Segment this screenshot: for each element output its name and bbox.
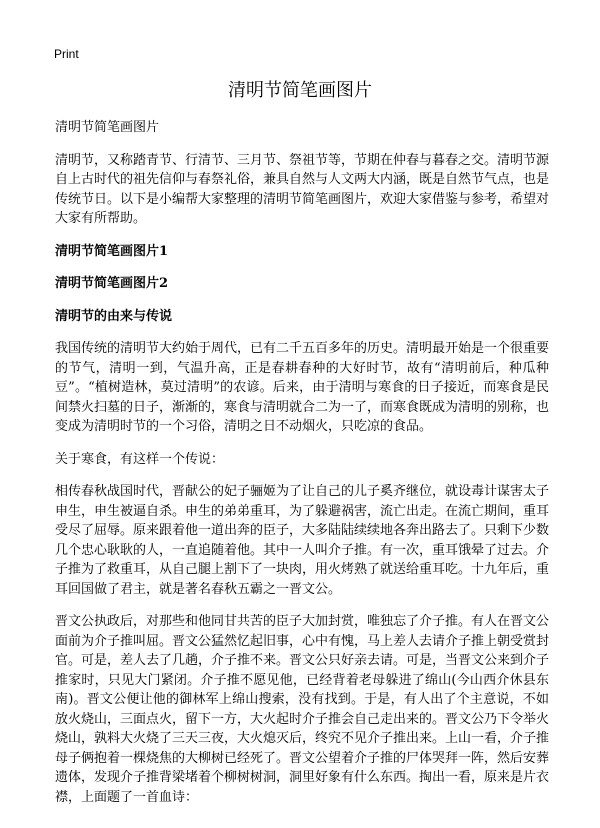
section-heading-3: 清明节的由来与传说	[55, 308, 173, 324]
section-heading-2: 清明节简笔画图片2	[55, 276, 169, 291]
print-link[interactable]: Print	[54, 47, 79, 61]
subtitle: 清明节简笔画图片	[55, 120, 160, 135]
body-paragraph-1: 我国传统的清明节大约始于周代，已有二千五百多年的历史。清明最开始是一个很重要的节气，清明一到，气温升高，正是春耕春种的大好时节，故有“清明前后，种瓜种豆”。“植树造林，莫过清明”的农谚。后来，由于清明与寒食的日子接近，而寒食是民间禁火扫墓的日子，渐渐的，寒食与清明就合二为一了，而寒食既成为清明的别称，也变成为清明时节的一个习俗，清明之日不动烟火，只吃凉的食品。	[55, 341, 550, 434]
intro-paragraph: 清明节，又称踏青节、行清节、三月节、祭祖节等，节期在仲春与暮春之交。清明节源自上古时代的祖先信仰与春祭礼俗，兼具自然与人文两大内涵，既是自然节气点，也是传统节日。以下是小编帮大家整理的清明节简笔画图片，欢迎大家借鉴与参考，希望对大家有所帮助。	[55, 152, 550, 226]
page-title: 清明节简笔画图片	[228, 80, 372, 101]
body-paragraph-4: 晋文公执政后，对那些和他同甘共苦的臣子大加封赏，唯独忘了介子推。有人在晋文公面前为介子推叫屈。晋文公猛然忆起旧事，心中有愧，马上差人去请介子推上朝受赏封官。可是，差人去了几趟，介子推不来。晋文公只好亲去请。可是，当晋文公来到介子推家时，只见大门紧闭。介子推不愿见他，已经背着老母躲进了绵山(今山西介休县东南)。晋文公便让他的御林军上绵山搜索，没有找到。于是，有人出了个主意说，不如放火烧山，三面点火，留下一方，大火起时介子推会自己走出来的。晋文公乃下令举火烧山，孰料大火烧了三天三夜，大火熄灭后，终究不见介子推出来。上山一看，介子推母子俩抱着一棵烧焦的大柳树已经死了。晋文公望着介子推的尸体哭拜一阵，然后安葬遗体，发现介子推背梁堵着个柳树树洞，洞里好象有什么东西。掏出一看，原来是片衣襟，上面题了一首血诗：	[55, 614, 550, 805]
section-heading-1: 清明节简笔画图片1	[55, 243, 169, 259]
body-paragraph-2: 关于寒食，有这样一个传说：	[55, 451, 225, 467]
article-body	[55, 118, 549, 820]
body-paragraph-3: 相传春秋战国时代，晋献公的妃子骊姬为了让自己的儿子奚齐继位，就设毒计谋害太子申生，申生被逼自杀。申生的弟弟重耳，为了躲避祸害，流亡出走。在流亡期间，重耳受尽了屈辱。原来跟着他一道出奔的臣子，大多陆陆续续地各奔出路去了。只剩下少数几个忠心耿耿的人，一直追随着他。其中一人叫介子推。有一次，重耳饿晕了过去。介子推为了救重耳，从自己腿上割下了一块肉，用火烤熟了就送给重耳吃。十九年后，重耳回国做了君主，就是著名春秋五霸之一晋文公。	[55, 484, 550, 597]
